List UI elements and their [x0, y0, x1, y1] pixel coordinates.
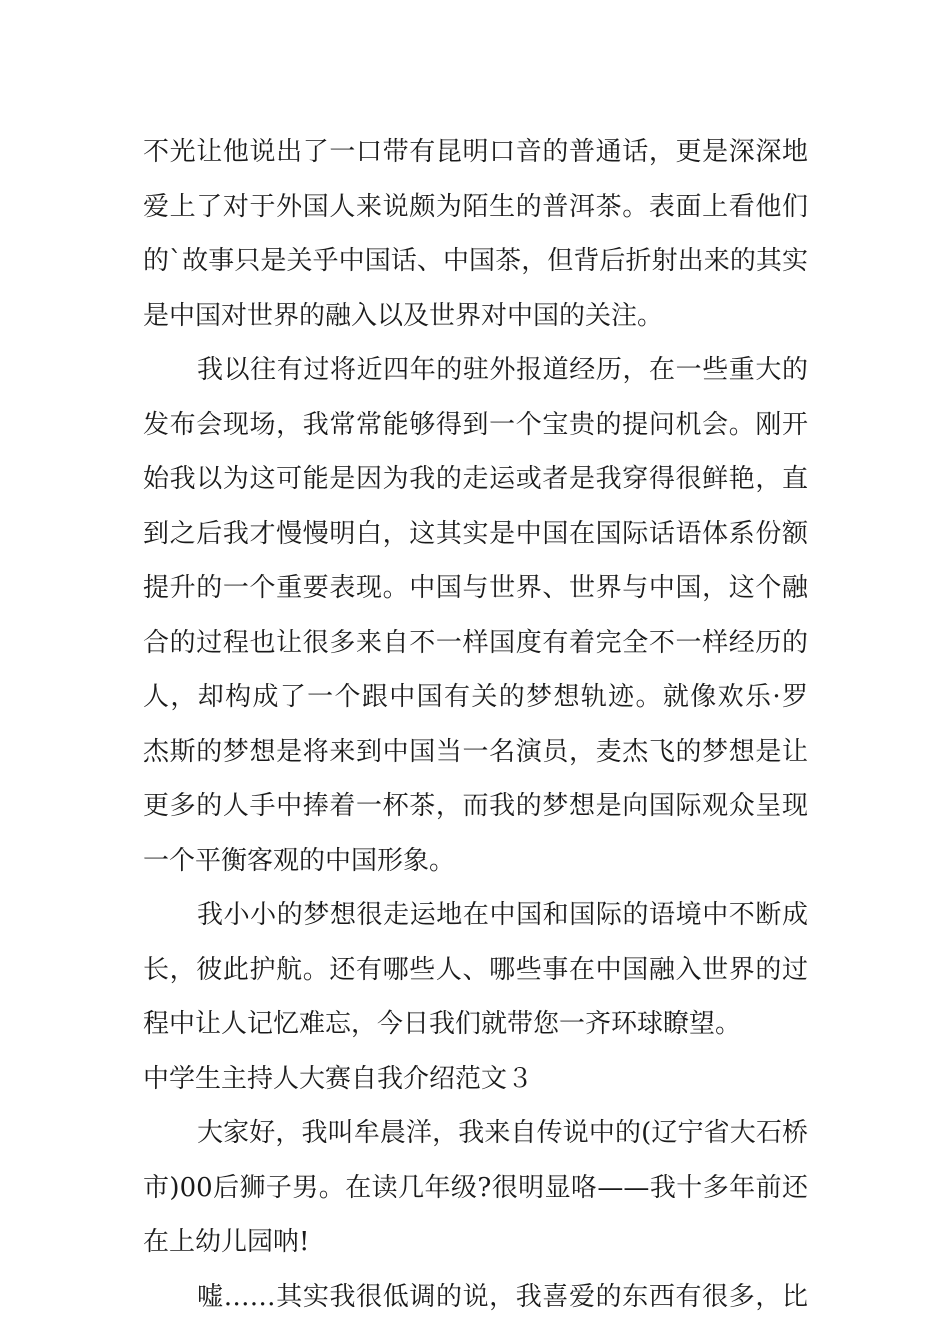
- text-line: 程中让人记忆难忘，今日我们就带您一齐环球瞭望。: [143, 1009, 742, 1039]
- text-line: 到之后我才慢慢明白，这其实是中国在国际话语体系份额: [143, 518, 808, 549]
- text-line: 中学生主持人大赛自我介绍范文３: [143, 1063, 534, 1094]
- paragraph: [143, 343, 808, 888]
- text-line: 不光让他说出了一口带有昆明口音的普通话，更是深深地: [143, 137, 808, 167]
- text-line: 更多的人手中捧着一杯茶，而我的梦想是向国际观众呈现: [143, 791, 808, 821]
- paragraph: [143, 125, 808, 343]
- text-line: 合的过程也让很多来自不一样国度有着完全不一样经历的: [143, 627, 808, 658]
- text-line: 我以往有过将近四年的驻外报道经历，在一些重大的: [197, 355, 808, 385]
- text-line: 杰斯的梦想是将来到中国当一名演员，麦杰飞的梦想是让: [143, 736, 808, 767]
- text-line: 提升的一个重要表现。中国与世界、世界与中国，这个融: [143, 573, 808, 603]
- paragraph: [143, 1270, 808, 1325]
- text-line: 一个平衡客观的中国形象。: [143, 845, 456, 876]
- text-line: 在上幼儿园呐!: [143, 1227, 310, 1257]
- document-body: [143, 125, 808, 1324]
- text-line: 的`故事只是关乎中国话、中国茶，但背后折射出来的其实: [143, 246, 808, 276]
- text-line: 人，却构成了一个跟中国有关的梦想轨迹。就像欢乐·罗: [143, 682, 808, 712]
- text-line: 始我以为这可能是因为我的走运或者是我穿得很鲜艳，直: [143, 464, 808, 494]
- text-line: 是中国对世界的融入以及世界对中国的关注。: [143, 300, 664, 331]
- text-line: 市)00后狮子男。在读几年级?很明显咯——我十多年前还: [143, 1172, 808, 1203]
- text-line: 爱上了对于外国人来说颇为陌生的普洱茶。表面上看他们: [143, 191, 808, 222]
- text-line: 长，彼此护航。还有哪些人、哪些事在中国融入世界的过: [143, 954, 808, 985]
- section-heading: [143, 1052, 808, 1107]
- paragraph: [143, 1106, 808, 1270]
- text-line: 大家好，我叫牟晨洋，我来自传说中的(辽宁省大石桥: [197, 1118, 808, 1148]
- text-line: 我小小的梦想很走运地在中国和国际的语境中不断成: [197, 900, 808, 930]
- paragraph: [143, 888, 808, 1052]
- text-line: 发布会现场，我常常能够得到一个宝贵的提问机会。刚开: [143, 409, 808, 440]
- text-line: 嘘……其实我很低调的说，我喜爱的东西有很多，比: [197, 1281, 808, 1312]
